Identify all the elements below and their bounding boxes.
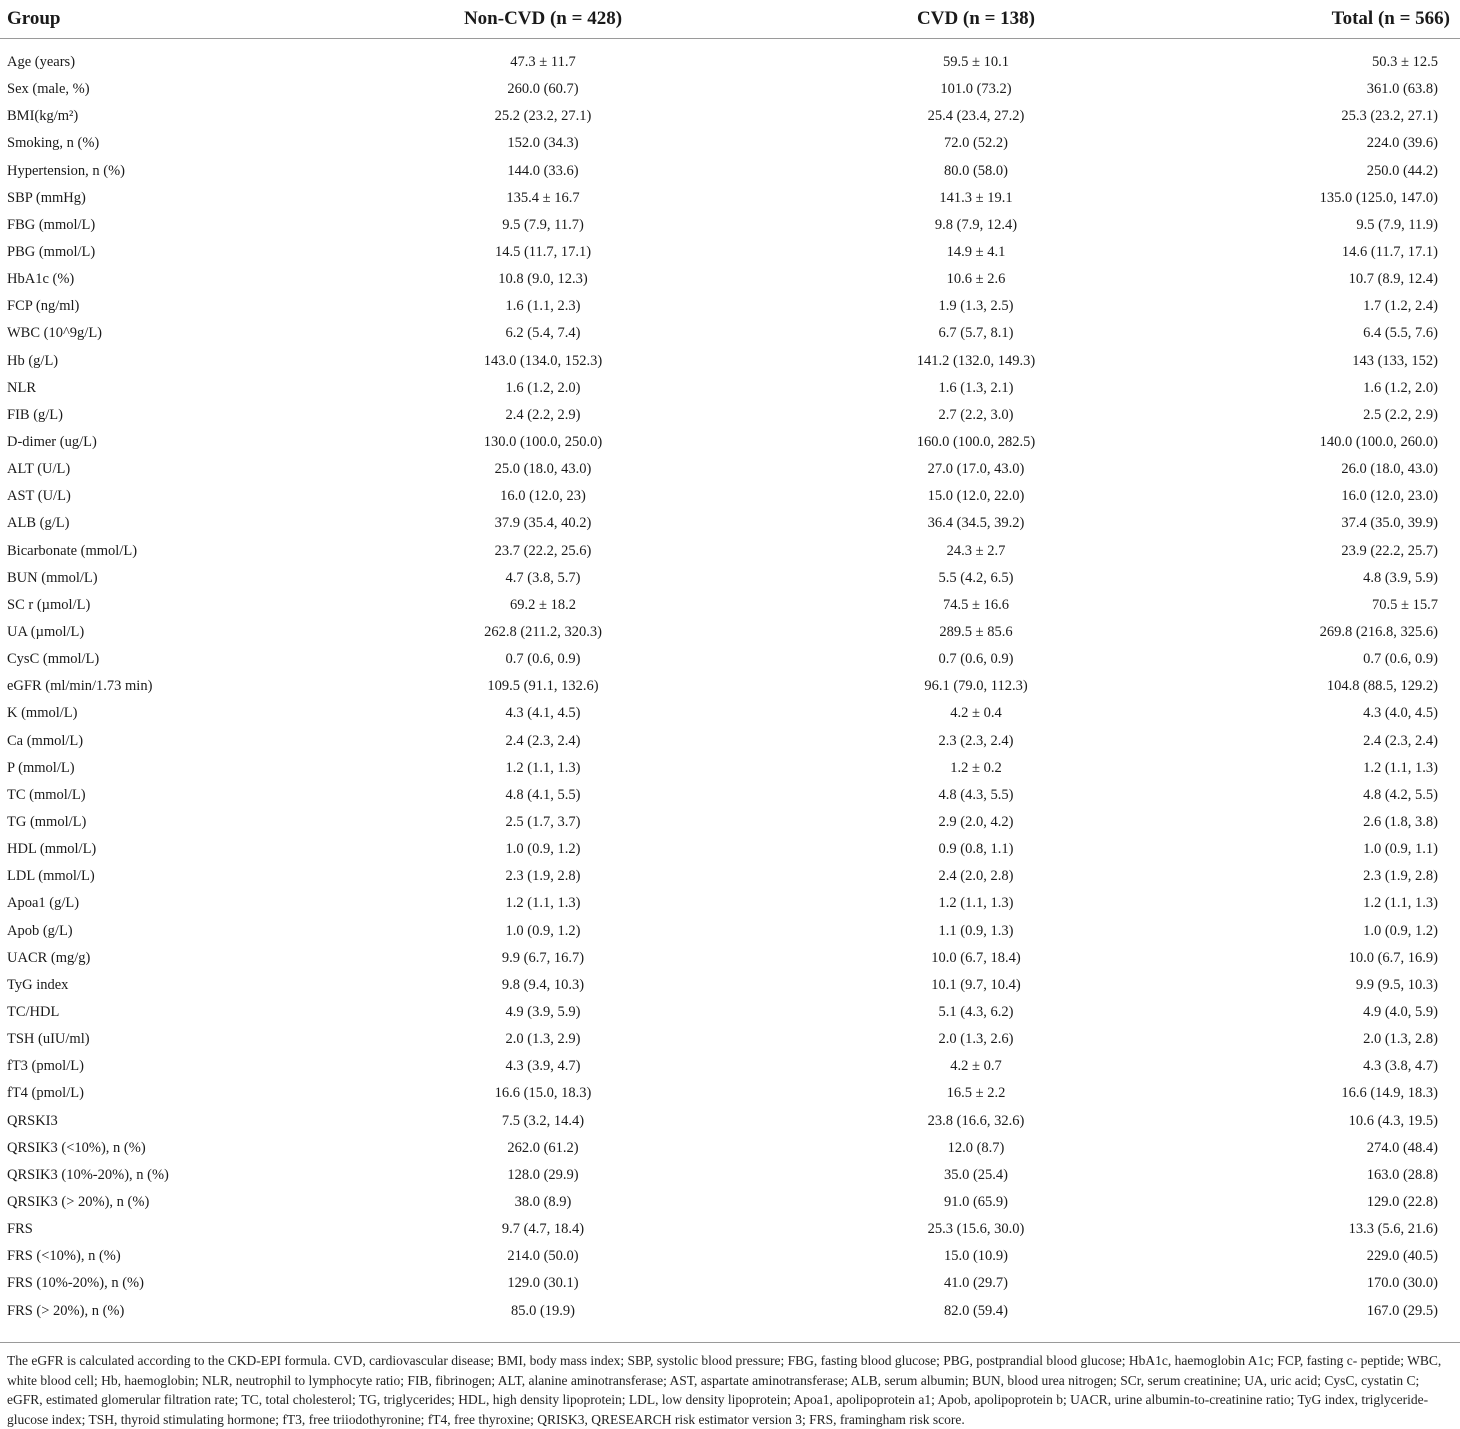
- table-row: [0, 890, 1460, 917]
- cell-cvd: 1.1 (0.9, 1.3): [938, 922, 1014, 939]
- cell-variable: UACR (mg/g): [7, 949, 91, 966]
- cell-total: 10.6 (4.3, 19.5): [1348, 1112, 1438, 1129]
- header-row: [0, 0, 1460, 39]
- cell-variable: SBP (mmHg): [7, 189, 86, 206]
- cell-variable: TSH (uIU/ml): [7, 1031, 90, 1048]
- table-row: [0, 1162, 1460, 1189]
- table-row: [0, 103, 1460, 130]
- table-row: [0, 728, 1460, 755]
- cell-cvd: 6.7 (5.7, 8.1): [938, 325, 1014, 342]
- table-row: [0, 158, 1460, 185]
- cell-non-cvd: 143.0 (134.0, 152.3): [483, 352, 603, 369]
- cell-variable: HDL (mmol/L): [7, 841, 97, 858]
- cell-non-cvd: 14.5 (11.7, 17.1): [494, 244, 592, 261]
- cell-cvd: 289.5 ± 85.6: [939, 624, 1013, 641]
- table-body: [0, 39, 1460, 1325]
- cell-non-cvd: 7.5 (3.2, 14.4): [501, 1112, 585, 1129]
- table-row: [0, 1189, 1460, 1216]
- cell-variable: WBC (10^9g/L): [7, 325, 103, 342]
- cell-non-cvd: 85.0 (19.9): [510, 1302, 576, 1319]
- cell-non-cvd: 135.4 ± 16.7: [506, 189, 580, 206]
- cell-total: 2.3 (1.9, 2.8): [1363, 868, 1438, 885]
- table-header: [0, 0, 1460, 39]
- cell-cvd: 101.0 (73.2): [940, 81, 1012, 98]
- cell-cvd: 41.0 (29.7): [943, 1275, 1009, 1292]
- cell-cvd: 1.2 ± 0.2: [950, 759, 1002, 776]
- table-row: [0, 185, 1460, 212]
- cell-variable: FCP (ng/ml): [7, 298, 80, 315]
- table-row: [0, 863, 1460, 890]
- cell-cvd: 59.5 ± 10.1: [943, 54, 1009, 71]
- cell-variable: FRS (10%-20%), n (%): [7, 1275, 144, 1292]
- cell-variable: Bicarbonate (mmol/L): [7, 542, 138, 559]
- table-row: [0, 999, 1460, 1026]
- cell-non-cvd: 1.2 (1.1, 1.3): [505, 895, 581, 912]
- table-row: [0, 836, 1460, 863]
- cell-non-cvd: 4.3 (3.9, 4.7): [505, 1058, 581, 1075]
- cell-non-cvd: 128.0 (29.9): [507, 1166, 579, 1183]
- cell-cvd: 74.5 ± 16.6: [943, 596, 1009, 613]
- cell-non-cvd: 2.3 (1.9, 2.8): [505, 868, 581, 885]
- table-row: [0, 510, 1460, 537]
- cell-non-cvd: 0.7 (0.6, 0.9): [505, 651, 581, 668]
- cell-variable: eGFR (ml/min/1.73 min): [7, 678, 153, 695]
- table-row: [0, 619, 1460, 646]
- cell-cvd: 2.0 (1.3, 2.6): [938, 1031, 1014, 1048]
- cell-variable: fT3 (pmol/L): [7, 1058, 84, 1075]
- cell-variable: FRS: [7, 1221, 33, 1238]
- cell-non-cvd: 47.3 ± 11.7: [510, 54, 576, 71]
- cell-total: 104.8 (88.5, 129.2): [1326, 678, 1438, 695]
- cell-total: 167.0 (29.5): [1366, 1302, 1438, 1319]
- table-row: [0, 972, 1460, 999]
- table-footnote: The eGFR is calculated according to the CKD-EPI formula. CVD, cardiovascular disease; BMI, body mass index; SBP, systolic blood pressure; FBG, fasting blood glucose; PBG, postprandial blood glucose; HbA1c, haemoglobin A1c; FCP, fasting c- peptide; WBC, white blood cell; Hb, haemoglobin; NLR, neutrophil to lymphocyte ratio; FIB, fibrinogen; ALT, alanine aminotransferase; AST, aspartate aminotransferase; ALB, serum albumin; BUN, blood urea nitrogen; SCr, serum creatinine; UA, uric acid; CysC, cystatin C; eGFR, estimated glomerular filtration rate; TC, total cholesterol; TG, triglycerides; HDL, high density lipoprotein; LDL, low density lipoprotein; Apoa1, apolipoprotein a1; Apob, apolipoprotein b; UACR, urine albumin-to-creatinine ratio; TyG index, triglyceride-glucose index; TSH, thyroid stimulating hormone; fT3, free triiodothyronine; fT4, free thyroxine; QRISK3, QRESEARCH risk estimator version 3; FRS, framingham risk score.: [0, 1342, 1460, 1429]
- cell-total: 10.0 (6.7, 16.9): [1348, 949, 1438, 966]
- table-row: [0, 49, 1460, 76]
- table-row: [0, 320, 1460, 347]
- cell-cvd: 2.3 (2.3, 2.4): [938, 732, 1014, 749]
- cell-cvd: 2.4 (2.0, 2.8): [938, 868, 1014, 885]
- table-row: [0, 1135, 1460, 1162]
- cell-cvd: 16.5 ± 2.2: [946, 1085, 1006, 1102]
- cell-variable: ALB (g/L): [7, 515, 70, 532]
- cell-non-cvd: 4.8 (4.1, 5.5): [505, 786, 581, 803]
- cell-total: 2.5 (2.2, 2.9): [1363, 406, 1438, 423]
- table-row: [0, 375, 1460, 402]
- cell-non-cvd: 4.3 (4.1, 4.5): [505, 705, 581, 722]
- cell-cvd: 36.4 (34.5, 39.2): [927, 515, 1025, 532]
- table-row: [0, 538, 1460, 565]
- cell-cvd: 23.8 (16.6, 32.6): [927, 1112, 1025, 1129]
- cell-cvd: 10.6 ± 2.6: [946, 271, 1006, 288]
- cell-variable: fT4 (pmol/L): [7, 1085, 84, 1102]
- cell-total: 4.3 (4.0, 4.5): [1363, 705, 1438, 722]
- cell-non-cvd: 9.5 (7.9, 11.7): [502, 216, 584, 233]
- cell-total: 2.4 (2.3, 2.4): [1363, 732, 1438, 749]
- cell-variable: HbA1c (%): [7, 271, 75, 288]
- cell-non-cvd: 25.0 (18.0, 43.0): [494, 461, 592, 478]
- cell-cvd: 4.2 ± 0.4: [950, 705, 1002, 722]
- cell-cvd: 82.0 (59.4): [943, 1302, 1009, 1319]
- table-row: [0, 1297, 1460, 1324]
- cell-variable: K (mmol/L): [7, 705, 78, 722]
- table-row: [0, 1243, 1460, 1270]
- cell-non-cvd: 1.0 (0.9, 1.2): [505, 922, 581, 939]
- cell-cvd: 1.9 (1.3, 2.5): [938, 298, 1014, 315]
- cell-non-cvd: 260.0 (60.7): [507, 81, 579, 98]
- cell-non-cvd: 9.8 (9.4, 10.3): [501, 976, 585, 993]
- cell-non-cvd: 9.9 (6.7, 16.7): [501, 949, 585, 966]
- table-row: [0, 456, 1460, 483]
- table-row: [0, 212, 1460, 239]
- cell-total: 1.2 (1.1, 1.3): [1363, 895, 1438, 912]
- cell-cvd: 1.6 (1.3, 2.1): [938, 379, 1014, 396]
- cell-variable: FRS (> 20%), n (%): [7, 1302, 125, 1319]
- cell-cvd: 141.3 ± 19.1: [939, 189, 1013, 206]
- cell-non-cvd: 6.2 (5.4, 7.4): [505, 325, 581, 342]
- cell-variable: Age (years): [7, 54, 76, 71]
- cell-total: 1.0 (0.9, 1.2): [1363, 922, 1438, 939]
- cell-non-cvd: 2.4 (2.3, 2.4): [505, 732, 581, 749]
- cell-variable: Apob (g/L): [7, 922, 73, 939]
- cell-total: 4.8 (3.9, 5.9): [1363, 569, 1438, 586]
- cell-variable: UA (µmol/L): [7, 624, 85, 641]
- cell-total: 129.0 (22.8): [1366, 1193, 1438, 1210]
- cell-variable: QRSIK3 (10%-20%), n (%): [7, 1166, 169, 1183]
- cell-variable: Smoking, n (%): [7, 135, 100, 152]
- cell-variable: P (mmol/L): [7, 759, 75, 776]
- cell-non-cvd: 16.6 (15.0, 18.3): [494, 1085, 592, 1102]
- cell-variable: AST (U/L): [7, 488, 71, 505]
- table-row: [0, 700, 1460, 727]
- cell-variable: Apoa1 (g/L): [7, 895, 80, 912]
- table-row: [0, 1216, 1460, 1243]
- cell-total: 1.7 (1.2, 2.4): [1363, 298, 1438, 315]
- cell-variable: BMI(kg/m²): [7, 108, 79, 125]
- cell-non-cvd: 152.0 (34.3): [507, 135, 579, 152]
- cell-total: 4.9 (4.0, 5.9): [1363, 1003, 1438, 1020]
- cell-total: 14.6 (11.7, 17.1): [1341, 244, 1438, 261]
- table-row: [0, 673, 1460, 700]
- cell-variable: QRSKI3: [7, 1112, 58, 1129]
- table-row: [0, 592, 1460, 619]
- cell-non-cvd: 2.0 (1.3, 2.9): [505, 1031, 581, 1048]
- cell-non-cvd: 38.0 (8.9): [514, 1193, 572, 1210]
- cell-variable: TyG index: [7, 976, 69, 993]
- table-row: [0, 945, 1460, 972]
- cell-cvd: 12.0 (8.7): [947, 1139, 1005, 1156]
- cell-non-cvd: 16.0 (12.0, 23): [500, 488, 586, 505]
- cell-non-cvd: 1.0 (0.9, 1.2): [505, 841, 581, 858]
- cell-total: 229.0 (40.5): [1366, 1248, 1438, 1265]
- table-row: [0, 293, 1460, 320]
- cell-cvd: 0.9 (0.8, 1.1): [938, 841, 1014, 858]
- cell-non-cvd: 4.7 (3.8, 5.7): [505, 569, 581, 586]
- cell-non-cvd: 25.2 (23.2, 27.1): [494, 108, 592, 125]
- cell-total: 250.0 (44.2): [1366, 162, 1438, 179]
- cell-non-cvd: 144.0 (33.6): [507, 162, 579, 179]
- cell-cvd: 25.3 (15.6, 30.0): [927, 1221, 1025, 1238]
- cell-non-cvd: 262.0 (61.2): [507, 1139, 579, 1156]
- cell-total: 224.0 (39.6): [1366, 135, 1438, 152]
- cell-total: 2.0 (1.3, 2.8): [1363, 1031, 1438, 1048]
- cell-cvd: 2.7 (2.2, 3.0): [938, 406, 1014, 423]
- table-row: [0, 918, 1460, 945]
- cell-variable: FIB (g/L): [7, 406, 63, 423]
- cell-total: 25.3 (23.2, 27.1): [1341, 108, 1438, 125]
- cell-non-cvd: 1.6 (1.1, 2.3): [505, 298, 581, 315]
- cell-cvd: 0.7 (0.6, 0.9): [938, 651, 1014, 668]
- cell-variable: ALT (U/L): [7, 461, 71, 478]
- cell-cvd: 15.0 (12.0, 22.0): [927, 488, 1025, 505]
- cell-variable: PBG (mmol/L): [7, 244, 96, 261]
- cell-variable: CysC (mmol/L): [7, 651, 100, 668]
- table-row: [0, 1270, 1460, 1297]
- header-group: Group: [0, 0, 360, 39]
- cell-variable: NLR: [7, 379, 36, 396]
- cell-non-cvd: 9.7 (4.7, 18.4): [501, 1221, 585, 1238]
- cell-non-cvd: 262.8 (211.2, 320.3): [484, 624, 602, 641]
- cell-cvd: 80.0 (58.0): [943, 162, 1009, 179]
- table-row: [0, 1053, 1460, 1080]
- table-row: [0, 239, 1460, 266]
- cell-total: 2.6 (1.8, 3.8): [1363, 814, 1438, 830]
- cell-non-cvd: 37.9 (35.4, 40.2): [494, 515, 592, 532]
- table-row: [0, 402, 1460, 429]
- cell-non-cvd: 2.4 (2.2, 2.9): [505, 406, 581, 423]
- cell-total: 143 (133, 152): [1352, 352, 1438, 369]
- cell-cvd: 5.1 (4.3, 6.2): [938, 1003, 1014, 1020]
- cell-non-cvd: 23.7 (22.2, 25.6): [494, 542, 592, 559]
- cell-total: 16.6 (14.9, 18.3): [1341, 1085, 1438, 1102]
- cell-total: 269.8 (216.8, 325.6): [1319, 624, 1438, 641]
- cell-variable: Hb (g/L): [7, 352, 59, 369]
- table-row: [0, 755, 1460, 782]
- cell-total: 13.3 (5.6, 21.6): [1348, 1221, 1438, 1238]
- cell-total: 1.2 (1.1, 1.3): [1363, 759, 1438, 776]
- cell-variable: Ca (mmol/L): [7, 732, 84, 749]
- cell-non-cvd: 1.6 (1.2, 2.0): [505, 379, 581, 396]
- cell-cvd: 15.0 (10.9): [943, 1248, 1009, 1265]
- cell-total: 6.4 (5.5, 7.6): [1363, 325, 1438, 342]
- table-row: [0, 1026, 1460, 1053]
- cell-non-cvd: 2.5 (1.7, 3.7): [505, 814, 581, 830]
- header-cvd: CVD (n = 138): [726, 0, 1226, 39]
- cell-cvd: 25.4 (23.4, 27.2): [927, 108, 1025, 125]
- cell-total: 0.7 (0.6, 0.9): [1363, 651, 1438, 668]
- cell-cvd: 160.0 (100.0, 282.5): [916, 434, 1036, 451]
- cell-variable: SC r (µmol/L): [7, 596, 91, 613]
- cell-total: 163.0 (28.8): [1366, 1166, 1438, 1183]
- cell-variable: TG (mmol/L): [7, 814, 87, 830]
- table-row: [0, 1107, 1460, 1134]
- table-row: [0, 483, 1460, 510]
- table-row: [0, 782, 1460, 809]
- header-spacer: [0, 39, 1460, 50]
- cell-total: 16.0 (12.0, 23.0): [1341, 488, 1438, 505]
- cell-total: 9.5 (7.9, 11.9): [1356, 216, 1438, 233]
- cell-cvd: 4.8 (4.3, 5.5): [938, 786, 1014, 803]
- cell-variable: TC/HDL: [7, 1003, 60, 1020]
- cell-variable: Hypertension, n (%): [7, 162, 125, 179]
- table-row: [0, 1080, 1460, 1107]
- table-row: [0, 76, 1460, 103]
- cell-cvd: 141.2 (132.0, 149.3): [916, 352, 1036, 369]
- cell-total: 1.6 (1.2, 2.0): [1363, 379, 1438, 396]
- cell-total: 135.0 (125.0, 147.0): [1319, 189, 1438, 206]
- cell-variable: TC (mmol/L): [7, 786, 86, 803]
- cell-total: 4.3 (3.8, 4.7): [1363, 1058, 1438, 1075]
- cell-variable: D-dimer (ug/L): [7, 434, 97, 451]
- cell-total: 37.4 (35.0, 39.9): [1341, 515, 1438, 532]
- cell-cvd: 72.0 (52.2): [943, 135, 1009, 152]
- cell-total: 361.0 (63.8): [1366, 81, 1438, 98]
- cell-cvd: 4.2 ± 0.7: [950, 1058, 1002, 1075]
- cell-variable: QRSIK3 (> 20%), n (%): [7, 1193, 150, 1210]
- cell-total: 10.7 (8.9, 12.4): [1348, 271, 1438, 288]
- cell-cvd: 2.9 (2.0, 4.2): [938, 814, 1014, 830]
- cell-non-cvd: 69.2 ± 18.2: [510, 596, 576, 613]
- cell-cvd: 91.0 (65.9): [943, 1193, 1009, 1210]
- table-row: [0, 565, 1460, 592]
- cell-cvd: 10.0 (6.7, 18.4): [931, 949, 1021, 966]
- cell-non-cvd: 129.0 (30.1): [507, 1275, 579, 1292]
- cell-cvd: 1.2 (1.1, 1.3): [938, 895, 1014, 912]
- cell-non-cvd: 109.5 (91.1, 132.6): [487, 678, 599, 695]
- cell-total: 274.0 (48.4): [1366, 1139, 1438, 1156]
- cell-cvd: 35.0 (25.4): [943, 1166, 1009, 1183]
- cell-cvd: 5.5 (4.2, 6.5): [938, 569, 1014, 586]
- cell-variable: FRS (<10%), n (%): [7, 1248, 121, 1265]
- cell-non-cvd: 130.0 (100.0, 250.0): [483, 434, 603, 451]
- table-row: [0, 348, 1460, 375]
- cell-total: 1.0 (0.9, 1.1): [1363, 841, 1438, 858]
- table-row: [0, 266, 1460, 293]
- cell-total: 50.3 ± 12.5: [1372, 54, 1438, 71]
- header-total: Total (n = 566): [1226, 0, 1460, 39]
- table-row: [0, 809, 1460, 836]
- table-row: [0, 130, 1460, 157]
- cell-total: 170.0 (30.0): [1366, 1275, 1438, 1292]
- cell-cvd: 9.8 (7.9, 12.4): [934, 216, 1018, 233]
- cell-variable: FBG (mmol/L): [7, 216, 96, 233]
- cell-non-cvd: 1.2 (1.1, 1.3): [505, 759, 581, 776]
- cell-total: 23.9 (22.2, 25.7): [1341, 542, 1438, 559]
- cell-total: 26.0 (18.0, 43.0): [1341, 461, 1438, 478]
- cell-non-cvd: 4.9 (3.9, 5.9): [505, 1003, 581, 1020]
- cell-cvd: 10.1 (9.7, 10.4): [931, 976, 1021, 993]
- table-row: [0, 646, 1460, 673]
- cell-cvd: 14.9 ± 4.1: [946, 244, 1006, 261]
- cell-non-cvd: 10.8 (9.0, 12.3): [498, 271, 588, 288]
- cell-variable: QRSIK3 (<10%), n (%): [7, 1139, 146, 1156]
- cell-cvd: 27.0 (17.0, 43.0): [927, 461, 1025, 478]
- table-row: [0, 429, 1460, 456]
- cell-variable: LDL (mmol/L): [7, 868, 95, 885]
- cell-cvd: 24.3 ± 2.7: [946, 542, 1006, 559]
- cell-total: 70.5 ± 15.7: [1372, 596, 1438, 613]
- header-non-cvd: Non-CVD (n = 428): [360, 0, 726, 39]
- cell-total: 4.8 (4.2, 5.5): [1363, 786, 1438, 803]
- cell-variable: Sex (male, %): [7, 81, 90, 98]
- cell-non-cvd: 214.0 (50.0): [507, 1248, 579, 1265]
- cell-cvd: 96.1 (79.0, 112.3): [924, 678, 1028, 695]
- cell-total: 140.0 (100.0, 260.0): [1319, 434, 1438, 451]
- cell-variable: BUN (mmol/L): [7, 569, 98, 586]
- cell-total: 9.9 (9.5, 10.3): [1355, 976, 1438, 993]
